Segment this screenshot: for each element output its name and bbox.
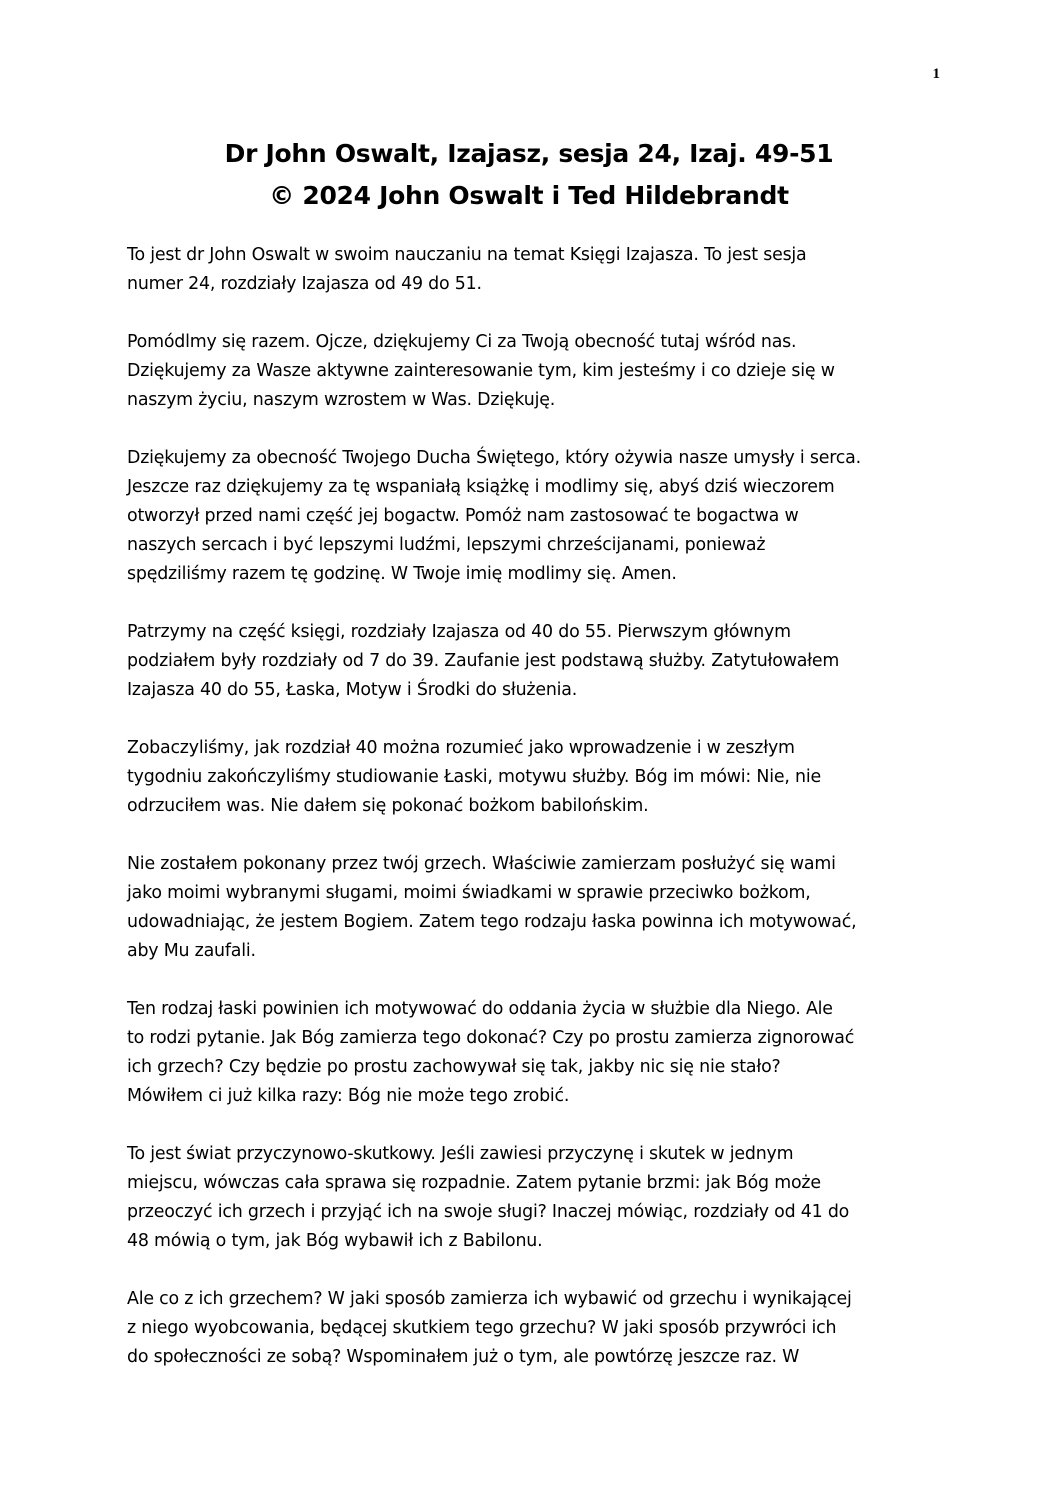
paragraph-intro [127,241,939,299]
paragraph-prayer-continued [127,444,939,589]
text-line: To jest dr John Oswalt w swoim nauczaniu na temat Księgi Izajasza. To jest sesja [127,245,807,265]
text-line: jako moimi wybranymi sługami, moimi świadkami w sprawie przeciwko bożkom, [127,883,811,903]
paragraph-sin [127,1285,939,1372]
paragraph-overview [127,618,939,705]
text-line: Patrzymy na część księgi, rozdziały Izajasza od 40 do 55. Pierwszym głównym [127,622,791,642]
text-line: naszych sercach i być lepszymi ludźmi, lepszymi chrześcijanami, ponieważ [127,535,766,555]
text-line: do społeczności ze sobą? Wspominałem już o tym, ale powtórzę jeszcze raz. W [127,1347,800,1367]
paragraph-cause-effect [127,1140,939,1256]
text-line: przeoczyć ich grzech i przyjąć ich na swoje sługi? Inaczej mówiąc, rozdziały od 41 do [127,1202,850,1222]
page-number: 1 [932,66,940,82]
text-line: Dziękujemy za obecność Twojego Ducha Świętego, który ożywia nasze umysły i serca. [127,448,861,468]
paragraph-prayer [127,328,939,415]
text-line: Izajasza 40 do 55, Łaska, Motyw i Środki do służenia. [127,680,578,700]
text-line: Dziękujemy za Wasze aktywne zainteresowanie tym, kim jesteśmy i co dzieje się w [127,361,835,381]
title-line: Dr John Oswalt, Izajasz, sesja 24, Izaj. 49-51 [224,139,834,168]
text-line: aby Mu zaufali. [127,941,256,961]
text-line: spędziliśmy razem tę godzinę. W Twoje imię modlimy się. Amen. [127,564,677,584]
text-line: podziałem były rozdziały od 7 do 39. Zaufanie jest podstawą służby. Zatytułowałem [127,651,840,671]
copyright-line: © 2024 John Oswalt i Ted Hildebrandt [269,181,789,210]
text-line: z niego wyobcowania, będącej skutkiem tego grzechu? W jaki sposób przywróci ich [127,1318,837,1338]
text-line: naszym życiu, naszym wzrostem w Was. Dziękuję. [127,390,556,410]
text-line: Ten rodzaj łaski powinien ich motywować do oddania życia w służbie dla Niego. Ale [127,999,833,1019]
text-line: odrzuciłem was. Nie dałem się pokonać bożkom babilońskim. [127,796,649,816]
document-body [127,241,939,1401]
text-line: Nie zostałem pokonany przez twój grzech. Właściwie zamierzam posłużyć się wami [127,854,836,874]
text-line: 48 mówią o tym, jak Bóg wybawił ich z Babilonu. [127,1231,543,1251]
text-line: Pomódlmy się razem. Ojcze, dziękujemy Ci za Twoją obecność tutaj wśród nas. [127,332,797,352]
text-line: Zobaczyliśmy, jak rozdział 40 można rozumieć jako wprowadzenie i w zeszłym [127,738,795,758]
text-line: tygodniu zakończyliśmy studiowanie Łaski, motywu służby. Bóg im mówi: Nie, nie [127,767,821,787]
text-line: Jeszcze raz dziękujemy za tę wspaniałą książkę i modlimy się, abyś dziś wieczorem [127,477,835,497]
paragraph-review [127,734,939,821]
text-line: miejscu, wówczas cała sprawa się rozpadnie. Zatem pytanie brzmi: jak Bóg może [127,1173,821,1193]
paragraph-servants [127,850,939,966]
paragraph-question [127,995,939,1111]
text-line: Ale co z ich grzechem? W jaki sposób zamierza ich wybawić od grzechu i wynikającej [127,1289,852,1309]
text-line: otworzył przed nami część jej bogactw. Pomóż nam zastosować te bogactwa w [127,506,799,526]
text-line: to rodzi pytanie. Jak Bóg zamierza tego dokonać? Czy po prostu zamierza zignorować [127,1028,855,1048]
document-title [100,133,958,217]
text-line: ich grzech? Czy będzie po prostu zachowywał się tak, jakby nic się nie stało? [127,1057,781,1077]
text-line: numer 24, rozdziały Izajasza od 49 do 51. [127,274,482,294]
text-line: To jest świat przyczynowo-skutkowy. Jeśli zawiesi przyczynę i skutek w jednym [127,1144,794,1164]
text-line: Mówiłem ci już kilka razy: Bóg nie może tego zrobić. [127,1086,570,1106]
text-line: udowadniając, że jestem Bogiem. Zatem tego rodzaju łaska powinna ich motywować, [127,912,857,932]
